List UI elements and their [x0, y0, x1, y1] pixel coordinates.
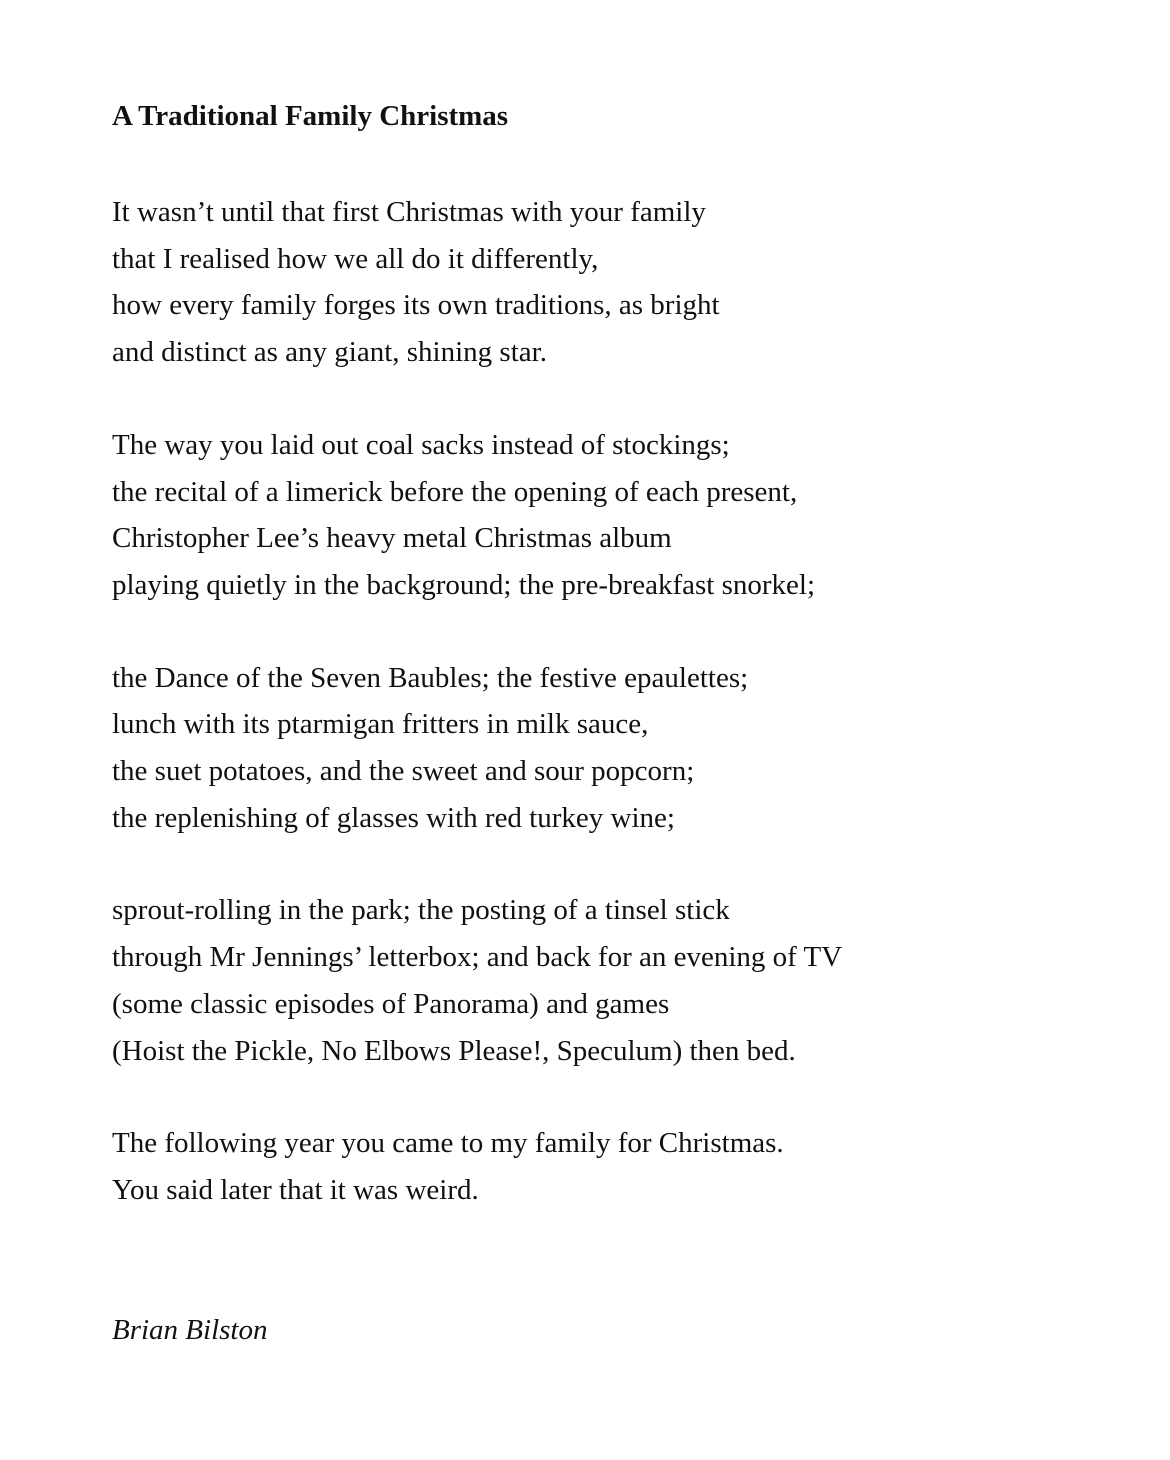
stanza-5 — [112, 1120, 1072, 1213]
poem-line: lunch with its ptarmigan fritters in milk sauce, — [112, 708, 649, 741]
poem-line: Christopher Lee’s heavy metal Christmas album — [112, 522, 672, 555]
poem-line: The way you laid out coal sacks instead of stockings; — [112, 428, 730, 461]
poem-line: through Mr Jennings’ letterbox; and back for an evening of TV — [112, 941, 843, 974]
poem-line: the replenishing of glasses with red turkey wine; — [112, 801, 675, 834]
stanza-4 — [112, 887, 1072, 1074]
poem-line: The following year you came to my family for Christmas. — [112, 1127, 784, 1160]
poem-author: Brian Bilston — [112, 1314, 268, 1346]
poem-line: (Hoist the Pickle, No Elbows Please!, Speculum) then bed. — [112, 1034, 796, 1067]
poem-line: sprout-rolling in the park; the posting of a tinsel stick — [112, 894, 730, 927]
poem-line: It wasn’t until that first Christmas with your family — [112, 196, 706, 228]
poem-line: and distinct as any giant, shining star. — [112, 336, 547, 369]
poem-page — [112, 96, 1072, 1260]
stanza-2 — [112, 422, 1072, 609]
poem-title: A Traditional Family Christmas — [112, 100, 509, 132]
stanza-3 — [112, 655, 1072, 842]
poem-line: how every family forges its own traditions, as bright — [112, 289, 720, 322]
poem-line: playing quietly in the background; the pre-breakfast snorkel; — [112, 568, 816, 601]
poem-line: (some classic episodes of Panorama) and games — [112, 987, 670, 1020]
poem-line: the Dance of the Seven Baubles; the festive epaulettes; — [112, 661, 749, 694]
poem-line: the suet potatoes, and the sweet and sour popcorn; — [112, 755, 695, 788]
stanza-1 — [112, 189, 1072, 376]
poem-line: You said later that it was weird. — [112, 1173, 479, 1206]
poem-line: that I realised how we all do it differently, — [112, 242, 599, 275]
poem-line: the recital of a limerick before the opening of each present, — [112, 475, 798, 508]
